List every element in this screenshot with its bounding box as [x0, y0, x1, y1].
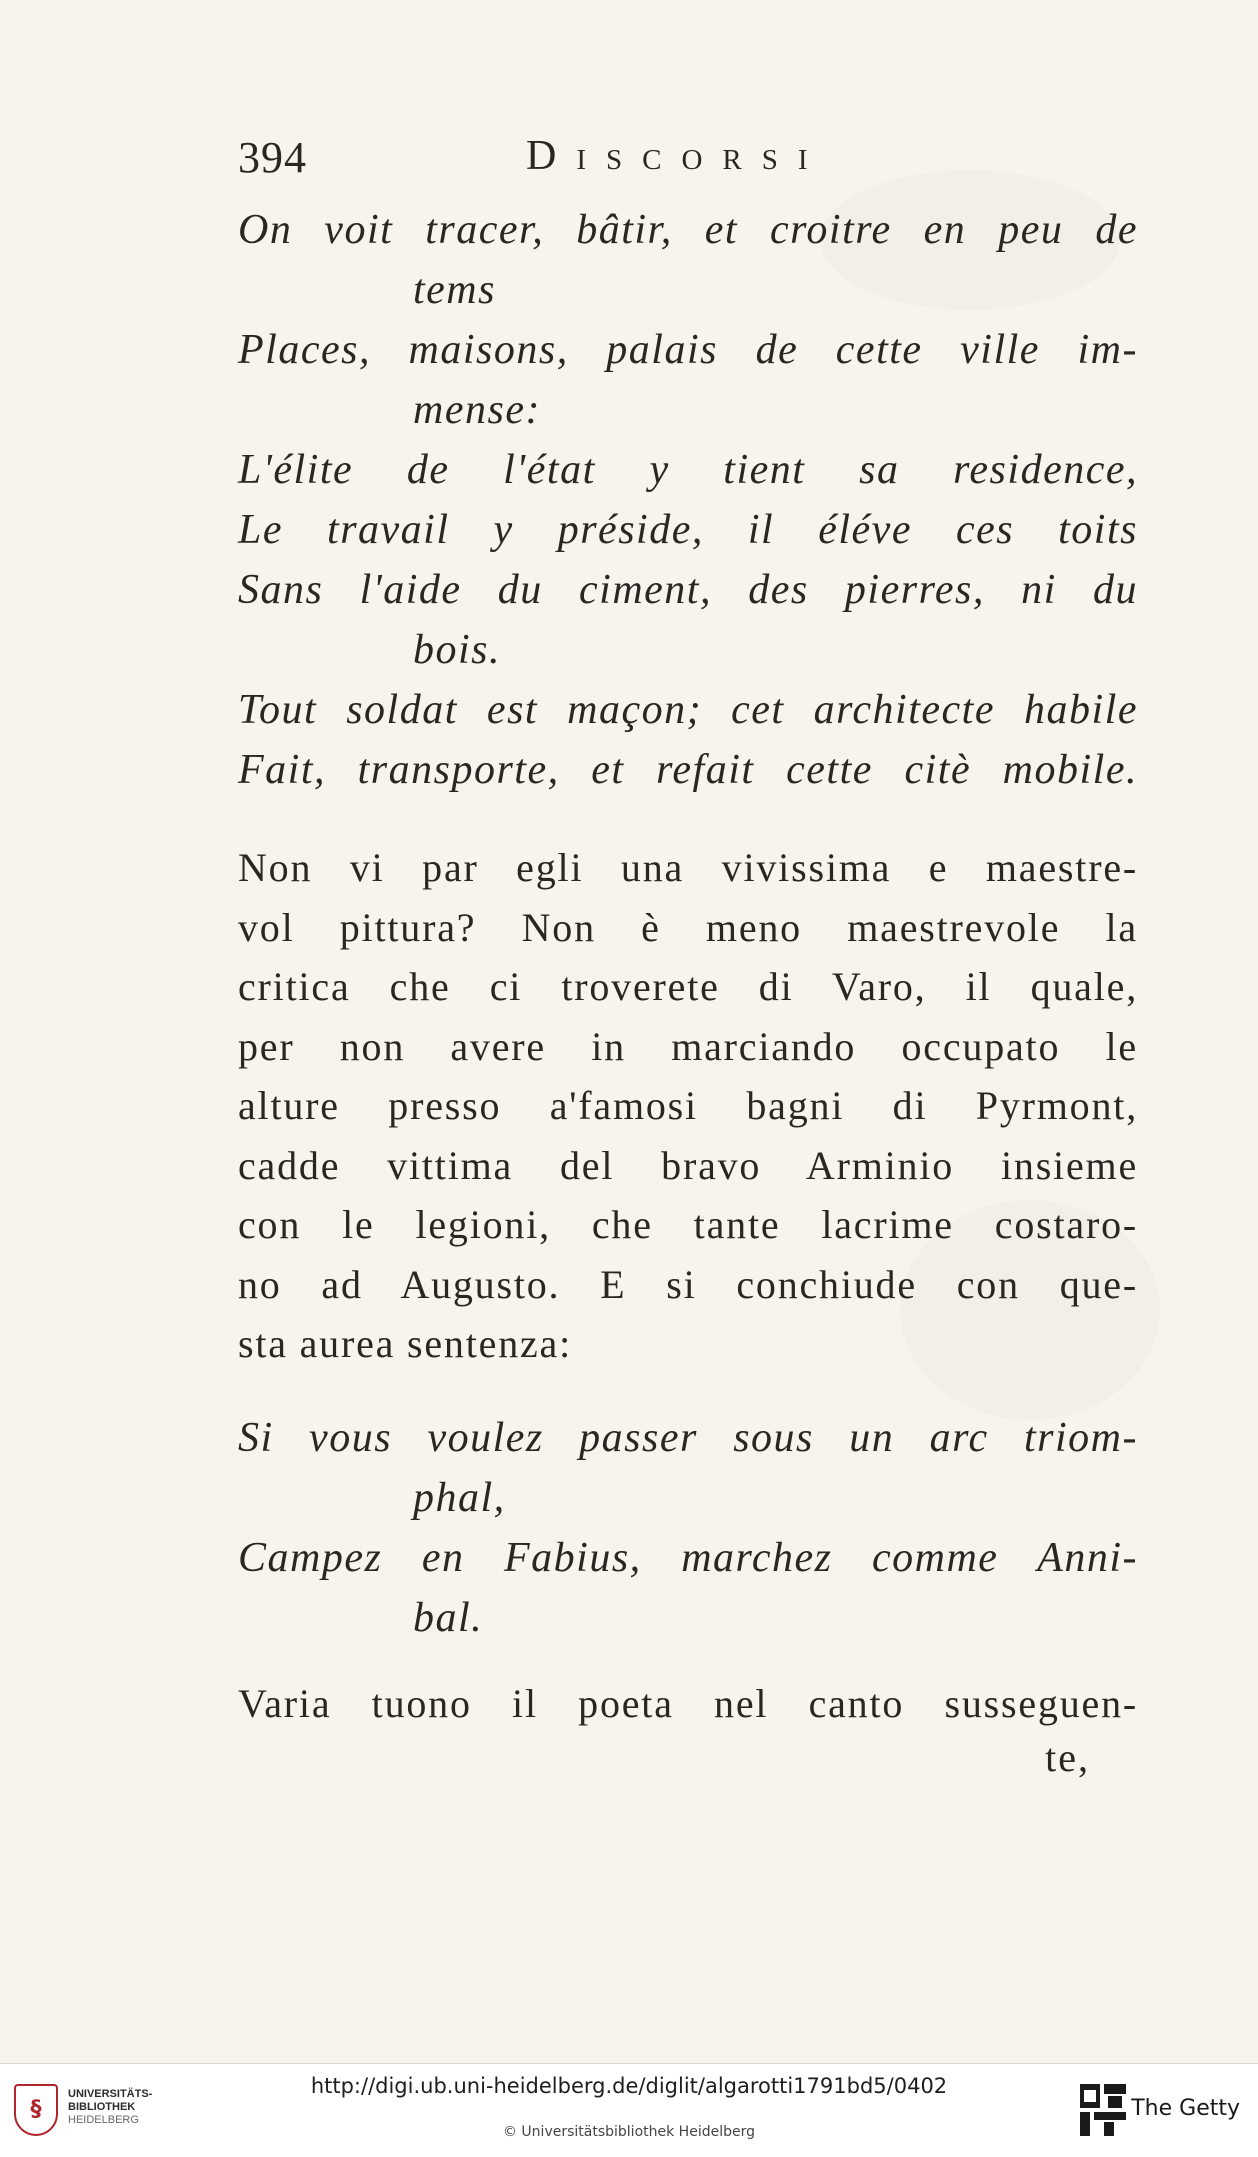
verse-line: Si vous voulez passer sous un arc triom-: [238, 1415, 1138, 1461]
verse-block-1: [238, 200, 1138, 800]
verse-line: mense:: [413, 387, 541, 433]
text-line: per non avere in marciando occupato le: [238, 1023, 1138, 1069]
page-number: 394: [238, 133, 307, 182]
text-line: sta aurea sentenza:: [238, 1321, 573, 1366]
verse-line: bal.: [413, 1595, 484, 1641]
copyright-notice: © Universitätsbibliothek Heidelberg: [502, 2124, 755, 2140]
verse-line: L'élite de l'état y tient sa residence,: [238, 447, 1138, 493]
text-line: Varia tuono il poeta nel canto susseguen-: [238, 1681, 1138, 1726]
text-line: alture presso a'famosi bagni di Pyrmont,: [238, 1083, 1138, 1128]
text-line: Non vi par egli una vivissima e maestre-: [238, 845, 1138, 890]
text-line: vol pittura? Non è meno maestrevole la: [238, 904, 1138, 950]
text-line: no ad Augusto. E si conchiude con que-: [238, 1261, 1138, 1307]
text-line: critica che ci troverete di Varo, il quale,: [238, 964, 1138, 1009]
verse-line: tems: [413, 267, 496, 313]
getty-name[interactable]: The Getty: [1131, 2096, 1240, 2121]
verse-line: On voit tracer, bâtir, et croitre en peu de: [238, 207, 1138, 253]
getty-logo-icon[interactable]: [1078, 2082, 1128, 2138]
verse-line: bois.: [413, 627, 502, 673]
prose-paragraph-1: [238, 838, 1138, 1374]
verse-line: Tout soldat est maçon; cet architecte habile: [238, 687, 1138, 733]
ub-seal-icon: §: [14, 2084, 58, 2136]
verse-line: Campez en Fabius, marchez comme Anni-: [238, 1535, 1138, 1581]
verse-line: Fait, transporte, et refait cette citè mobile.: [238, 747, 1138, 793]
verse-block-2: [238, 1408, 1138, 1648]
verse-line: phal,: [413, 1475, 506, 1521]
text-line: cadde vittima del bravo Arminio insieme: [238, 1142, 1138, 1188]
running-head: Discorsi: [526, 133, 828, 179]
prose-paragraph-2: [238, 1674, 1138, 1734]
viewer-footer: [0, 2063, 1258, 2157]
text-line: con le legioni, che tante lacrime costaro-: [238, 1202, 1138, 1247]
verse-line: Places, maisons, palais de cette ville im-: [238, 327, 1138, 373]
verse-line: Le travail y préside, il éléve ces toits: [238, 507, 1138, 553]
catchword: te,: [1045, 1735, 1090, 1780]
ub-logo-text: UNIVERSITÄTS- BIBLIOTHEK HEIDELBERG: [68, 2088, 153, 2126]
permalink-url[interactable]: http://digi.ub.uni-heidelberg.de/diglit/algarotti1791bd5/0402: [310, 2074, 948, 2098]
verse-line: Sans l'aide du ciment, des pierres, ni du: [238, 567, 1138, 613]
page-header: [238, 132, 1138, 192]
